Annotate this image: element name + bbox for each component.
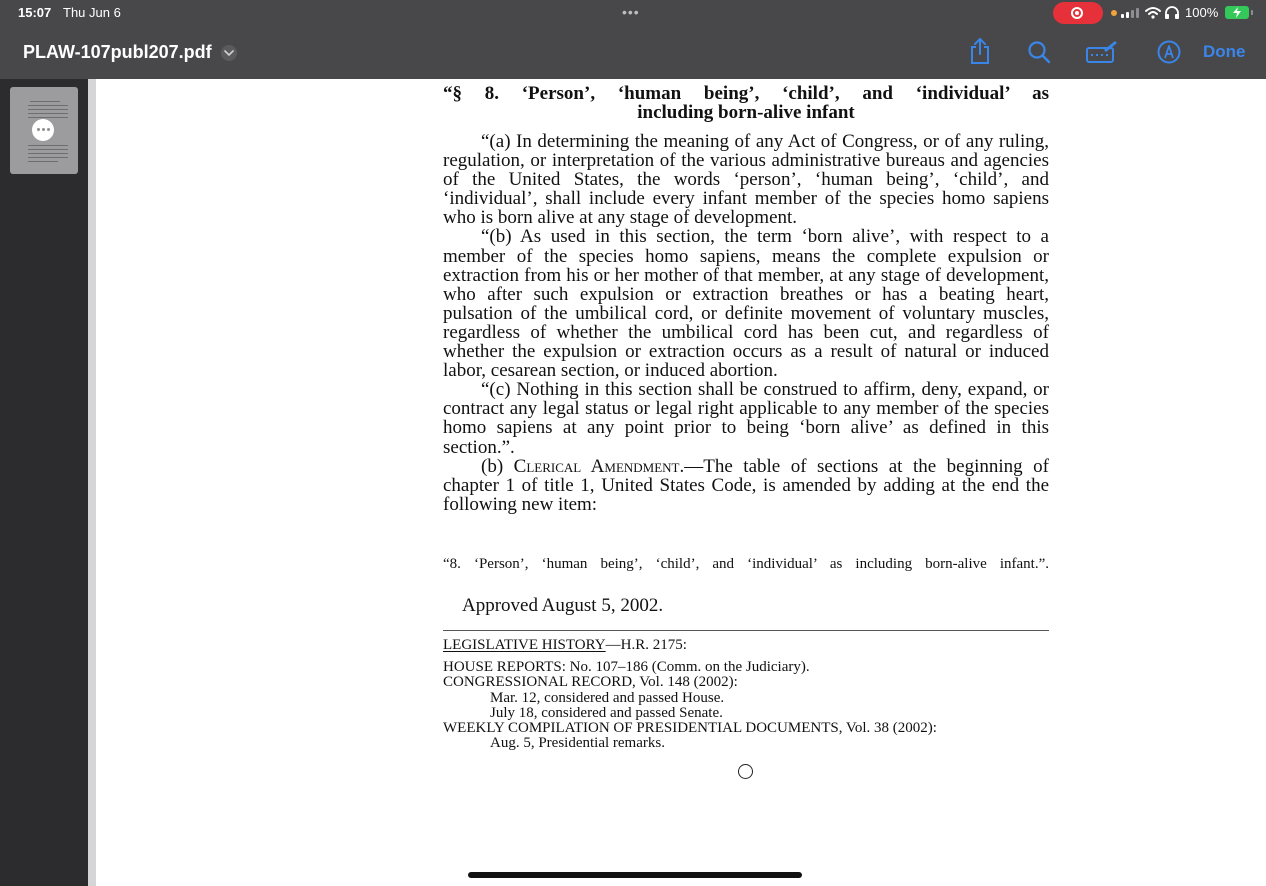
history-bill: —H.R. 2175: xyxy=(605,637,687,653)
history-line: Mar. 12, considered and passed House. xyxy=(490,689,725,706)
horizontal-rule xyxy=(443,630,1049,631)
search-icon[interactable] xyxy=(1027,40,1051,64)
approved-date: Approved August 5, 2002. xyxy=(462,595,664,616)
paragraph-b: “(b) As used in this section, the term ‘born alive’, with respect to a member of the species homo sapiens, means the complete expulsion or extraction from his or her mother of that member, at any stage of development, who after such expulsion or extraction breathes or has a beating heart, pulsation of the umbilical cord, or definite movement of voluntary muscles, regardless of whether the umbilical cord has been cut, and regardless of whether the expulsion or extraction occurs as a result of natural or induced labor, cesarean section, or induced abortion. xyxy=(443,226,1049,382)
sidebar-divider xyxy=(88,79,96,886)
edit-icon[interactable] xyxy=(1086,40,1118,64)
history-line: Aug. 5, Presidential remarks. xyxy=(490,735,665,752)
new-table-item: “8. ‘Person’, ‘human being’, ‘child’, and ‘individual’ as including born-alive infant.”. xyxy=(443,556,1049,572)
microphone-indicator-icon xyxy=(1111,10,1117,16)
page-marker-icon xyxy=(738,764,753,779)
legislative-history xyxy=(443,660,1049,752)
history-line: HOUSE REPORTS: No. 107–186 (Comm. on the Judiciary). xyxy=(443,659,810,675)
markup-icon[interactable] xyxy=(1157,40,1181,64)
paragraph-c: “(c) Nothing in this section shall be construed to affirm, deny, expand, or contract any legal status or legal right applicable to any member of the species homo sapiens at any point prior to being ‘born alive’ as defined in this section.”. xyxy=(443,379,1049,458)
clerical-text: .—The table of sections at the beginning of chapter 1 of title 1, United States Code, is amended by adding at the end the following new item: xyxy=(443,455,1049,515)
clerical-prefix: (b) xyxy=(481,455,514,477)
history-line: July 18, considered and passed Senate. xyxy=(490,704,723,721)
chevron-down-icon[interactable] xyxy=(221,45,237,61)
top-bar xyxy=(0,0,1266,79)
done-button[interactable]: Done xyxy=(1203,42,1246,61)
history-heading-label: LEGISLATIVE HISTORY xyxy=(443,637,606,653)
document-title[interactable]: PLAW-107publ207.pdf xyxy=(23,42,212,62)
clerical-label: Clerical Amendment xyxy=(513,455,680,477)
page-thumbnail-sidebar xyxy=(0,79,88,886)
cellular-signal-icon xyxy=(1121,8,1139,18)
section-heading xyxy=(443,84,1049,122)
battery-charging-icon xyxy=(1225,6,1249,19)
screen-recording-indicator[interactable] xyxy=(1053,2,1103,24)
history-line: WEEKLY COMPILATION OF PRESIDENTIAL DOCUMENTS, Vol. 38 (2002): xyxy=(443,720,937,737)
share-icon[interactable] xyxy=(969,37,991,65)
section-body xyxy=(443,132,1049,514)
multitasking-dots-icon[interactable]: ••• xyxy=(622,4,640,20)
page-thumbnail[interactable] xyxy=(10,87,78,174)
clerical-amendment xyxy=(443,457,1049,514)
battery-percentage: 100% xyxy=(1185,5,1219,20)
legislative-history-heading xyxy=(443,637,1049,654)
section-heading-line-1: “§ 8. ‘Person’, ‘human being’, ‘child’, and ‘individual’ as xyxy=(443,83,1049,104)
home-indicator[interactable] xyxy=(468,872,802,878)
status-date: Thu Jun 6 xyxy=(63,5,121,20)
status-time: 15:07 xyxy=(18,5,52,20)
history-line: CONGRESSIONAL RECORD, Vol. 148 (2002): xyxy=(443,674,738,691)
section-heading-line-2: including born-alive infant xyxy=(637,102,855,123)
wifi-icon xyxy=(1145,6,1161,19)
headphones-icon xyxy=(1164,6,1180,19)
more-options-icon[interactable] xyxy=(32,119,54,141)
pdf-page[interactable] xyxy=(96,79,1266,886)
paragraph-a: “(a) In determining the meaning of any Act of Congress, or of any ruling, regulation, or interpretation of the various administrative bureaus and agencies of the United States, the words ‘person’, ‘human being’, ‘child’, and ‘individual’, shall include every infant member of the species homo sapiens who is born alive at any stage of development. xyxy=(443,131,1049,229)
